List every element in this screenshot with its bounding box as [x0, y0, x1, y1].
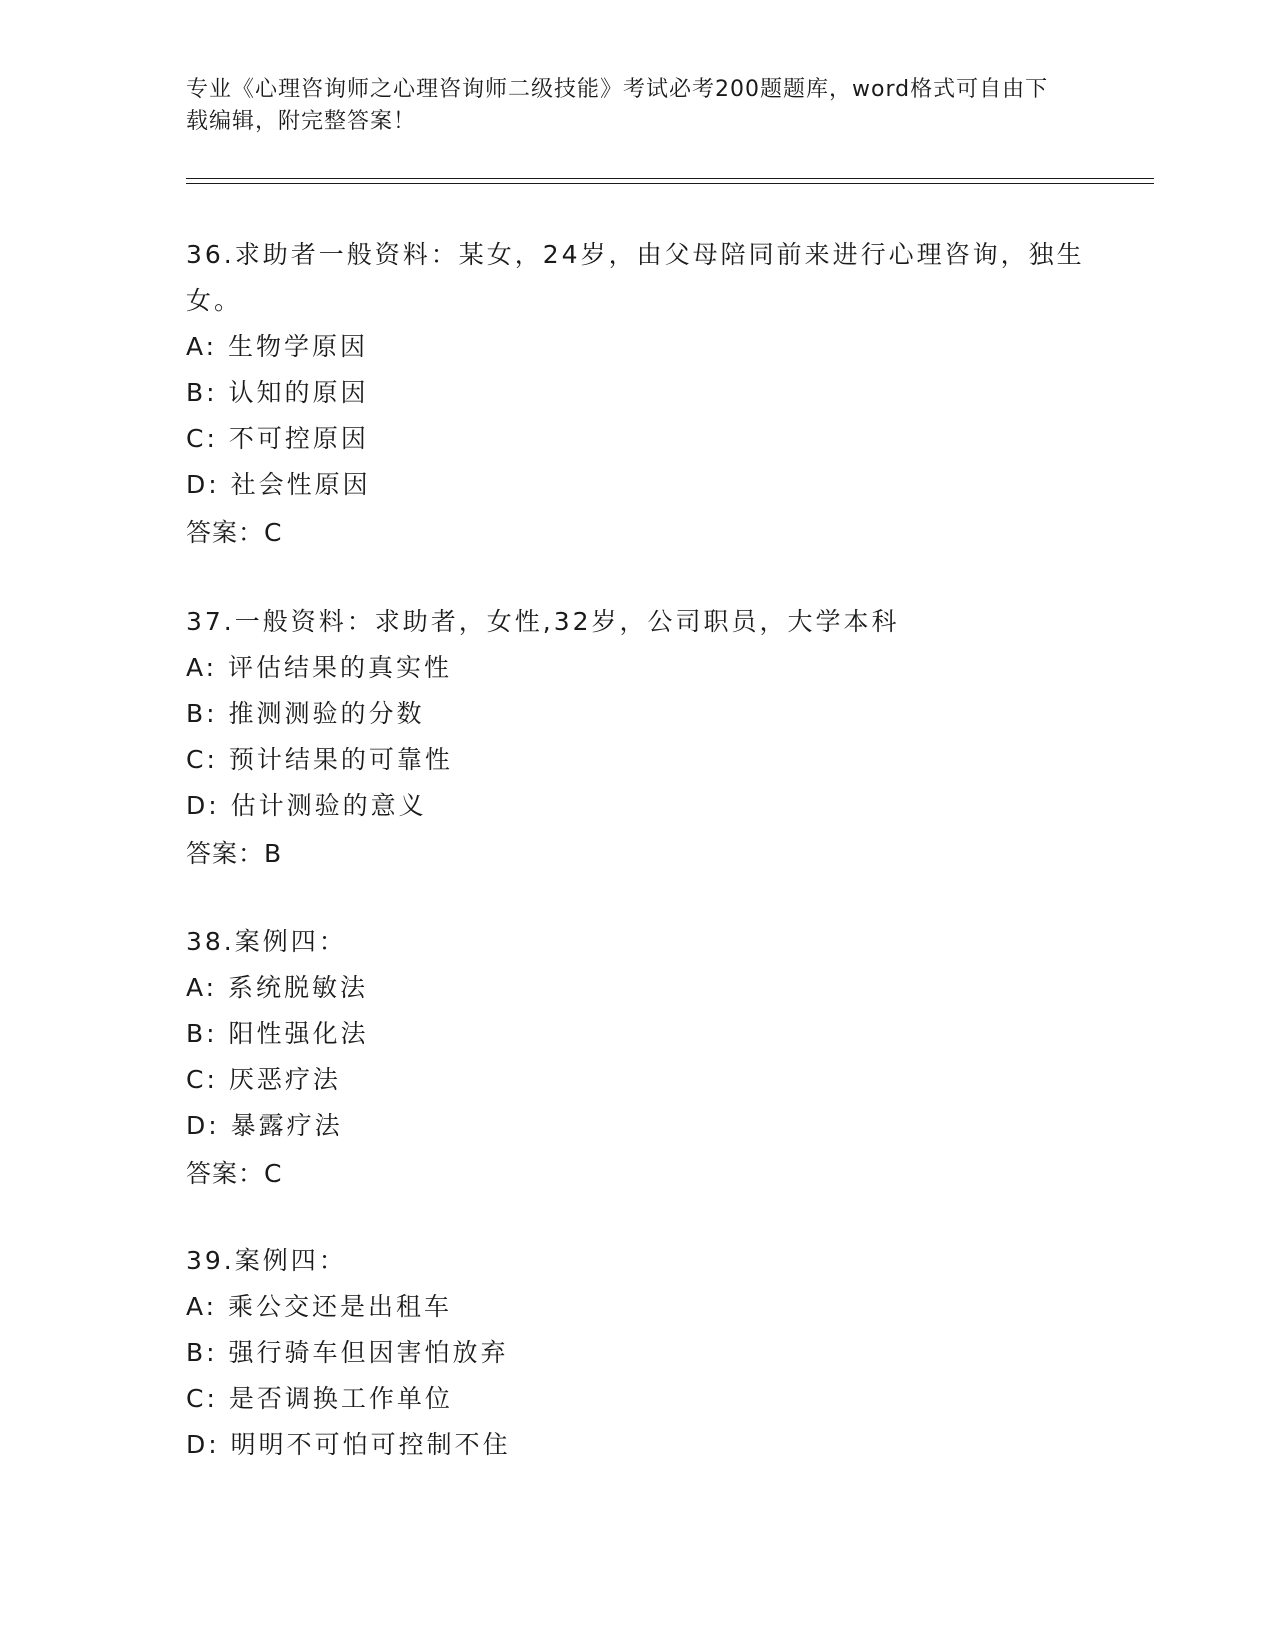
- option-d: D: 社会性原因: [186, 470, 371, 499]
- option-b: B: 阳性强化法: [186, 1019, 369, 1048]
- option-d: D: 暴露疗法: [186, 1111, 343, 1140]
- question-stem: 37.一般资料：求助者，女性,32岁，公司职员，大学本科: [186, 607, 900, 636]
- answer: 答案：C: [186, 1159, 283, 1188]
- question-stem: 39.案例四：: [186, 1246, 347, 1275]
- answer: 答案：B: [186, 839, 283, 868]
- option-c: C: 不可控原因: [186, 424, 369, 453]
- option-d: D: 明明不可怕可控制不住: [186, 1430, 511, 1459]
- question-stem: 38.案例四：: [186, 927, 347, 956]
- option-a: A: 生物学原因: [186, 332, 369, 361]
- question-37: [186, 599, 1086, 877]
- question-36: [186, 232, 1086, 556]
- header-divider-top: [186, 178, 1154, 179]
- document-header: 专业《心理咨询师之心理咨询师二级技能》考试必考200题题库，word格式可自由下载编辑，附完整答案！: [186, 77, 1049, 134]
- option-a: A: 系统脱敏法: [186, 973, 369, 1002]
- option-b: B: 认知的原因: [186, 378, 369, 407]
- header-divider-bottom: [186, 183, 1154, 184]
- option-b: B: 强行骑车但因害怕放弃: [186, 1338, 509, 1367]
- option-b: B: 推测测验的分数: [186, 699, 425, 728]
- option-c: C: 厌恶疗法: [186, 1065, 341, 1094]
- option-d: D: 估计测验的意义: [186, 791, 427, 820]
- option-a: A: 评估结果的真实性: [186, 653, 453, 682]
- option-c: C: 预计结果的可靠性: [186, 745, 453, 774]
- question-stem: 36.求助者一般资料：某女，24岁，由父母陪同前来进行心理咨询，独生女。: [186, 240, 1085, 315]
- option-c: C: 是否调换工作单位: [186, 1384, 453, 1413]
- option-a: A: 乘公交还是出租车: [186, 1292, 453, 1321]
- answer: 答案：C: [186, 518, 283, 547]
- question-39: [186, 1238, 1086, 1468]
- question-38: [186, 919, 1086, 1197]
